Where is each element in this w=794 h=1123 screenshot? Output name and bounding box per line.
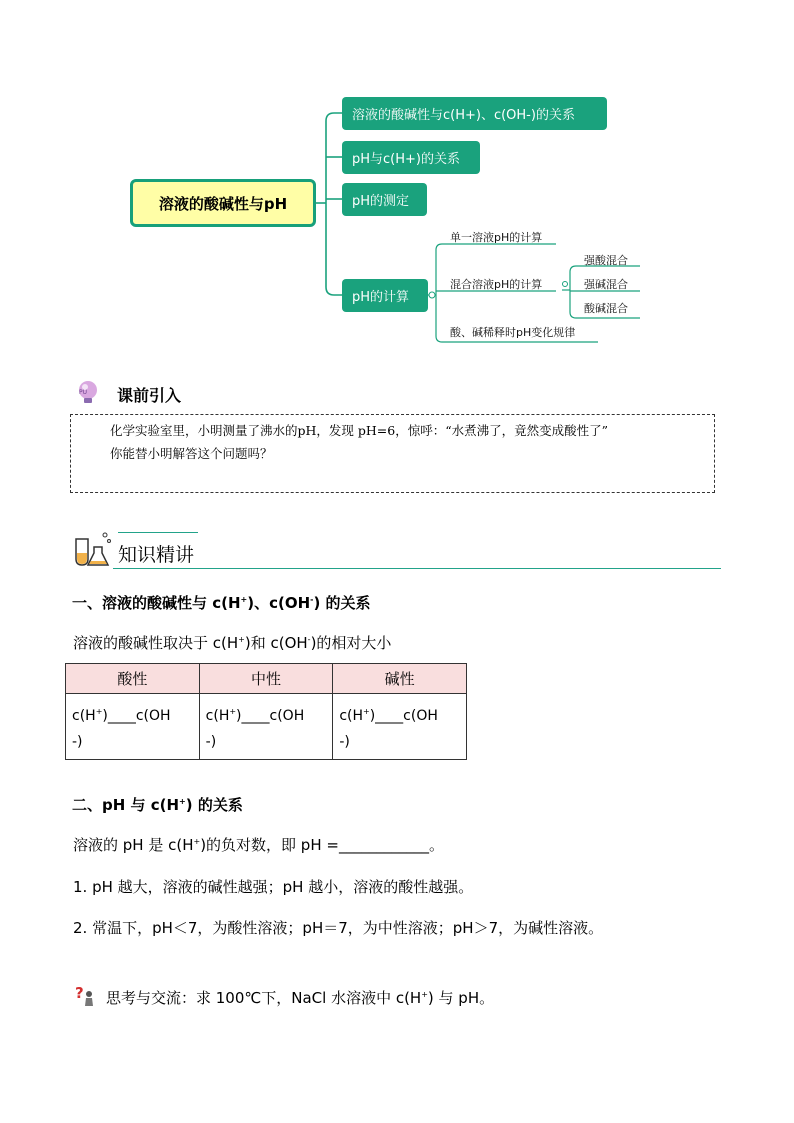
- lightbulb-icon: [73, 378, 103, 406]
- section2-definition: 溶液的 pH 是 c(H+)的负对数，即 pH =____________。: [73, 836, 444, 854]
- intro-heading: 课前引入: [117, 386, 182, 405]
- mind-map-branch-ph-measure: pH的测定: [342, 183, 427, 216]
- mind-map-branch-ph-relation: pH与c(H+)的关系: [342, 141, 480, 174]
- table-header-acidic: 酸性: [66, 664, 200, 694]
- mind-map-leaf-strong-acid: 强酸混合: [584, 254, 628, 267]
- mind-map-leaf-strong-base: 强碱混合: [584, 278, 628, 291]
- table-cell-acidic: c(H+)____c(OH -): [66, 694, 200, 760]
- think-discuss-text: 思考与交流：求 100℃下，NaCl 水溶液中 c(H+) 与 pH。: [106, 989, 495, 1007]
- mind-map-branch-ph-calc: pH的计算: [342, 279, 428, 312]
- svg-text:?: ?: [75, 984, 84, 1002]
- intro-line-1: 化学实验室里，小明测量了沸水的pH，发现 pH=6，惊呼：“水煮沸了，竟然变成酸性了”: [110, 423, 608, 438]
- table-cell-neutral: c(H+)____c(OH -): [199, 694, 333, 760]
- mind-map-leaf-acid-base: 酸碱混合: [584, 302, 628, 315]
- table-row: [66, 694, 467, 760]
- table-header-row: [66, 664, 467, 694]
- svg-text:PU: PU: [79, 389, 88, 396]
- knowledge-underline: [113, 568, 721, 569]
- section1-heading: 一、溶液的酸碱性与 c(H+)、c(OH-) 的关系: [72, 594, 371, 612]
- table-header-basic: 碱性: [333, 664, 467, 694]
- knowledge-heading: 知识精讲: [118, 544, 195, 566]
- section1-intro-text: 溶液的酸碱性取决于 c(H+)和 c(OH-)的相对大小: [73, 634, 392, 652]
- section2-heading: 二、pH 与 c(H+) 的关系: [72, 796, 243, 814]
- mind-map-leaf-mixed: 混合溶液pH的计算: [450, 278, 543, 291]
- section2-item-1: 1. pH 越大，溶液的碱性越强；pH 越小，溶液的酸性越强。: [73, 878, 474, 896]
- mind-map: [0, 0, 794, 360]
- mind-map-root: 溶液的酸碱性与pH: [130, 179, 316, 227]
- question-person-icon: [74, 984, 98, 1008]
- mind-map-leaf-dilution: 酸、碱稀释时pH变化规律: [450, 326, 576, 339]
- acidity-table: [65, 663, 467, 760]
- table-header-neutral: 中性: [199, 664, 333, 694]
- mind-map-branch-acidity-relation: 溶液的酸碱性与c(H+)、c(OH-)的关系: [342, 97, 607, 130]
- section2-item-2: 2. 常温下，pH＜7，为酸性溶液；pH＝7，为中性溶液；pH＞7，为碱性溶液。: [73, 919, 604, 937]
- flask-icon: [70, 529, 114, 569]
- intro-line-2: 你能替小明解答这个问题吗？: [110, 446, 273, 461]
- knowledge-top-rule: [118, 532, 198, 533]
- table-cell-basic: c(H+)____c(OH -): [333, 694, 467, 760]
- mind-map-leaf-single: 单一溶液pH的计算: [450, 231, 543, 244]
